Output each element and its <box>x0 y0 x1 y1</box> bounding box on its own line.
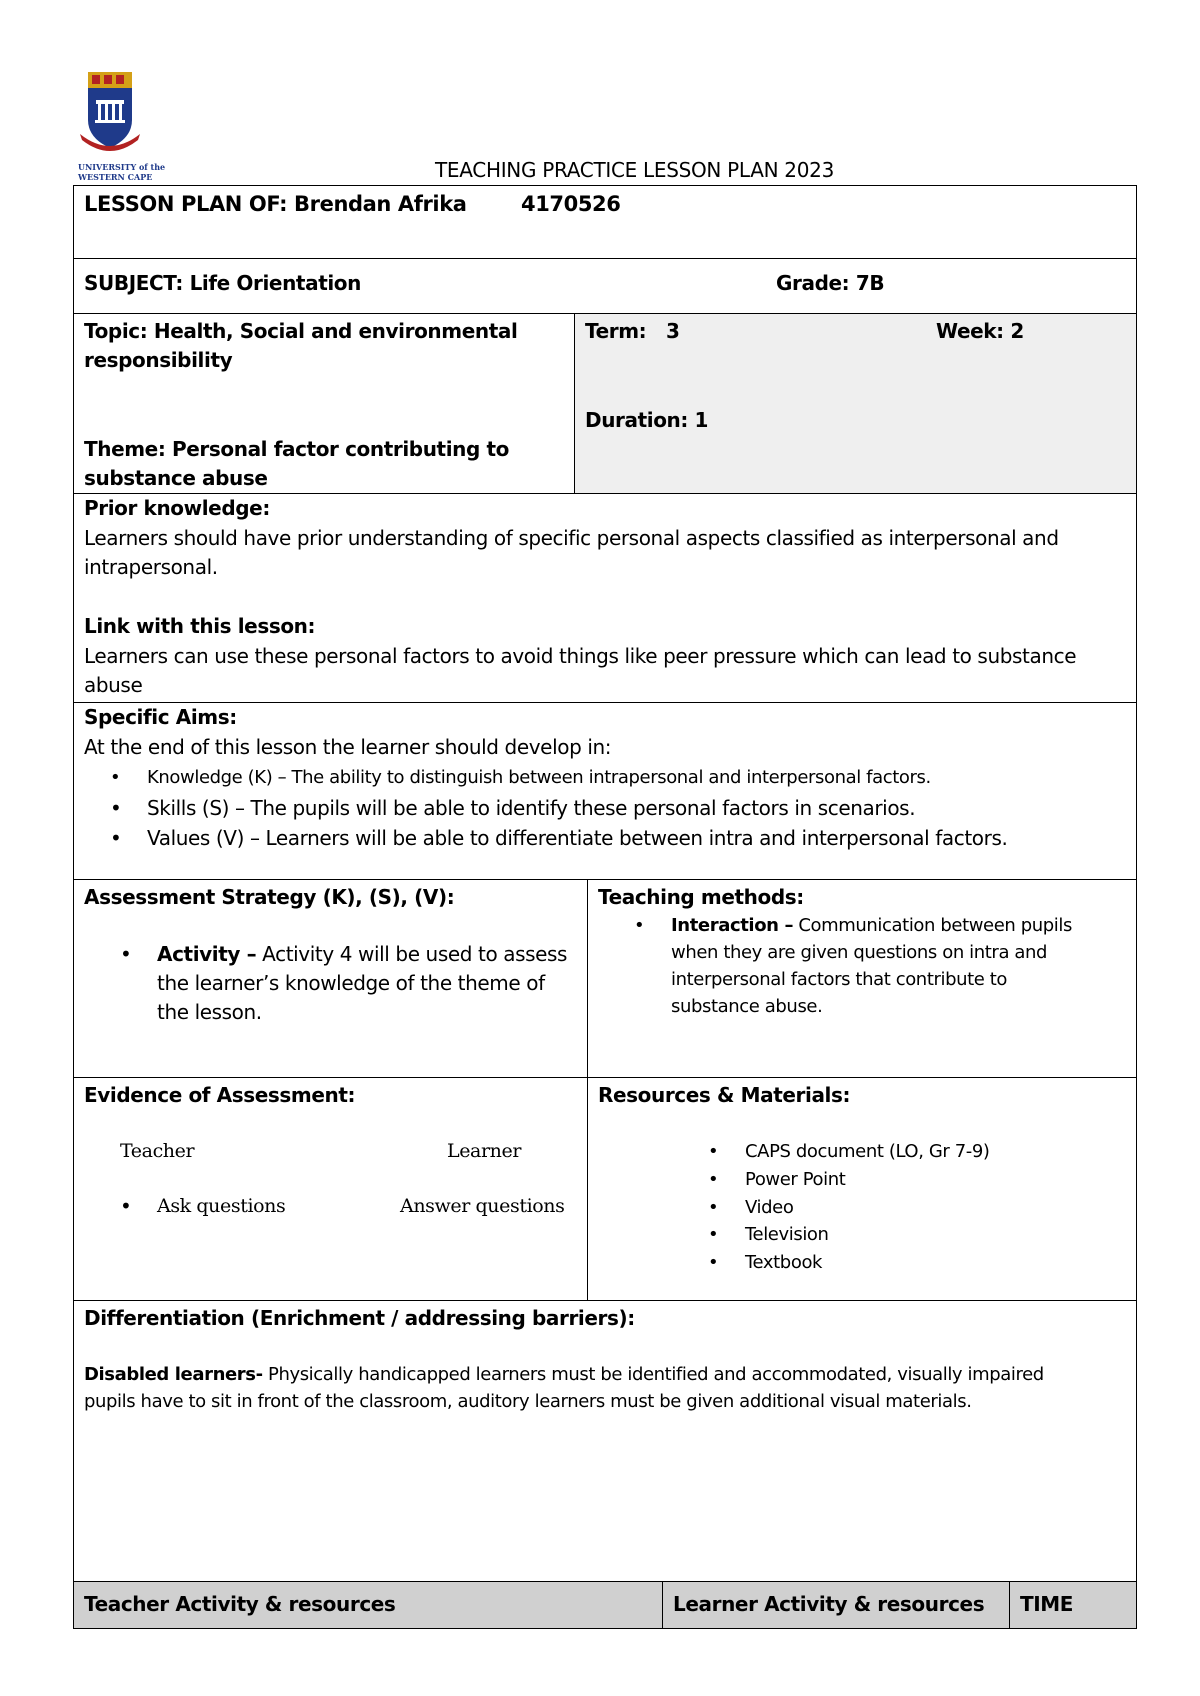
theme-cont: substance abuse <box>84 466 268 490</box>
resources-cell <box>587 1078 1136 1300</box>
resource-item: Video <box>745 1197 794 1218</box>
resource-item: CAPS document (LO, Gr 7-9) <box>745 1141 990 1162</box>
time-col <box>1009 1582 1136 1628</box>
differentiation-row <box>74 1301 1136 1582</box>
assessment-activity-end: the lesson. <box>157 1000 262 1024</box>
evidence-learner: Learner <box>447 1140 522 1162</box>
prior-knowledge-text: Learners should have prior understanding of specific personal aspects classified as interpersonal and <box>84 526 1059 550</box>
specific-aims-list <box>74 763 1007 853</box>
document-title: TEACHING PRACTICE LESSON PLAN 2023 <box>435 158 835 182</box>
resources-heading: Resources & Materials: <box>598 1083 851 1107</box>
methods-line3: interpersonal factors that contribute to <box>671 969 1008 990</box>
evidence-learner-item: Answer questions <box>400 1195 565 1217</box>
teacher-activity-heading: Teacher Activity & resources <box>84 1592 396 1616</box>
week: Week: 2 <box>936 319 1024 343</box>
prior-knowledge-row <box>74 494 1136 703</box>
evidence-heading: Evidence of Assessment: <box>84 1083 356 1107</box>
assessment-cell <box>74 880 587 1077</box>
evidence-row <box>74 1078 1136 1301</box>
methods-bullet: • <box>634 915 645 936</box>
differentiation-text-cont: pupils have to sit in front of the classroom, auditory learners must be given additional visual materials. <box>84 1391 972 1412</box>
learner-activity-col <box>662 1582 1009 1628</box>
resource-item: Textbook <box>745 1252 823 1273</box>
resource-bullet: • <box>708 1169 719 1190</box>
aim-skills: • Skills (S) – The pupils will be able to identify these personal factors in scenarios. <box>110 796 916 820</box>
methods-line4: substance abuse. <box>671 996 823 1017</box>
evidence-teacher: Teacher <box>120 1140 195 1162</box>
methods-interaction: Interaction – Communication between pupils <box>671 915 1072 936</box>
resource-item: Television <box>745 1224 829 1245</box>
prior-knowledge-text-cont: intrapersonal. <box>84 555 218 579</box>
activity-header-row <box>74 1582 1136 1628</box>
duration: Duration: 1 <box>585 408 709 432</box>
learner-activity-heading: Learner Activity & resources <box>673 1592 985 1616</box>
subject: SUBJECT: Life Orientation <box>84 271 361 295</box>
grade: Grade: 7B <box>776 271 885 295</box>
term: Term: 3 <box>585 319 680 343</box>
topic-cell <box>74 314 574 493</box>
lesson-plan-table <box>73 185 1137 1629</box>
resource-item: Power Point <box>745 1169 846 1190</box>
subject-row <box>74 259 1136 314</box>
lesson-plan-of: LESSON PLAN OF: Brendan Afrika <box>84 192 467 216</box>
assessment-heading: Assessment Strategy (K), (S), (V): <box>84 885 455 909</box>
term-cell <box>574 314 1136 493</box>
methods-cell <box>587 880 1136 1077</box>
time-heading: TIME <box>1020 1592 1074 1616</box>
assessment-activity-cont: the learner’s knowledge of the theme of <box>157 971 545 995</box>
assessment-activity: Activity – Activity 4 will be used to assess <box>157 942 568 966</box>
topic-row <box>74 314 1136 494</box>
evidence-teacher-item: Ask questions <box>157 1195 286 1217</box>
resource-bullet: • <box>708 1252 719 1273</box>
topic-cont: responsibility <box>84 348 233 372</box>
teacher-activity-col <box>74 1582 662 1628</box>
aim-values: • Values (V) – Learners will be able to differentiate between intra and interpersonal factors. <box>110 826 1008 850</box>
student-number: 4170526 <box>521 192 621 216</box>
link-heading: Link with this lesson: <box>84 614 316 638</box>
resource-bullet: • <box>708 1141 719 1162</box>
methods-line2: when they are given questions on intra and <box>671 942 1048 963</box>
assessment-row <box>74 880 1136 1078</box>
link-text-cont: abuse <box>84 673 143 697</box>
svg-text:WESTERN CAPE: WESTERN CAPE <box>78 172 153 182</box>
differentiation-heading: Differentiation (Enrichment / addressing barriers): <box>84 1306 635 1330</box>
specific-aims-intro: At the end of this lesson the learner should develop in: <box>84 735 612 759</box>
university-logo <box>78 70 166 182</box>
topic: Topic: Health, Social and environmental <box>84 319 518 343</box>
evidence-cell <box>74 1078 587 1300</box>
prior-knowledge-heading: Prior knowledge: <box>84 496 270 520</box>
theme: Theme: Personal factor contributing to <box>84 437 509 461</box>
svg-text:UNIVERSITY of the: UNIVERSITY of the <box>78 162 166 172</box>
resource-bullet: • <box>708 1197 719 1218</box>
methods-heading: Teaching methods: <box>598 885 804 909</box>
specific-aims-row <box>74 703 1136 880</box>
lesson-plan-of-row <box>74 186 1136 259</box>
link-text: Learners can use these personal factors to avoid things like peer pressure which can lead to substance <box>84 644 1077 668</box>
evidence-bullet: • <box>120 1194 132 1218</box>
aim-knowledge: • Knowledge (K) – The ability to distinguish between intrapersonal and interpersonal factors. <box>110 767 931 788</box>
resource-bullet: • <box>708 1224 719 1245</box>
differentiation-text: Disabled learners- Physically handicapped learners must be identified and accommodated, visually impaired <box>84 1364 1044 1385</box>
assessment-bullet: • <box>120 942 132 966</box>
specific-aims-heading: Specific Aims: <box>84 705 237 729</box>
